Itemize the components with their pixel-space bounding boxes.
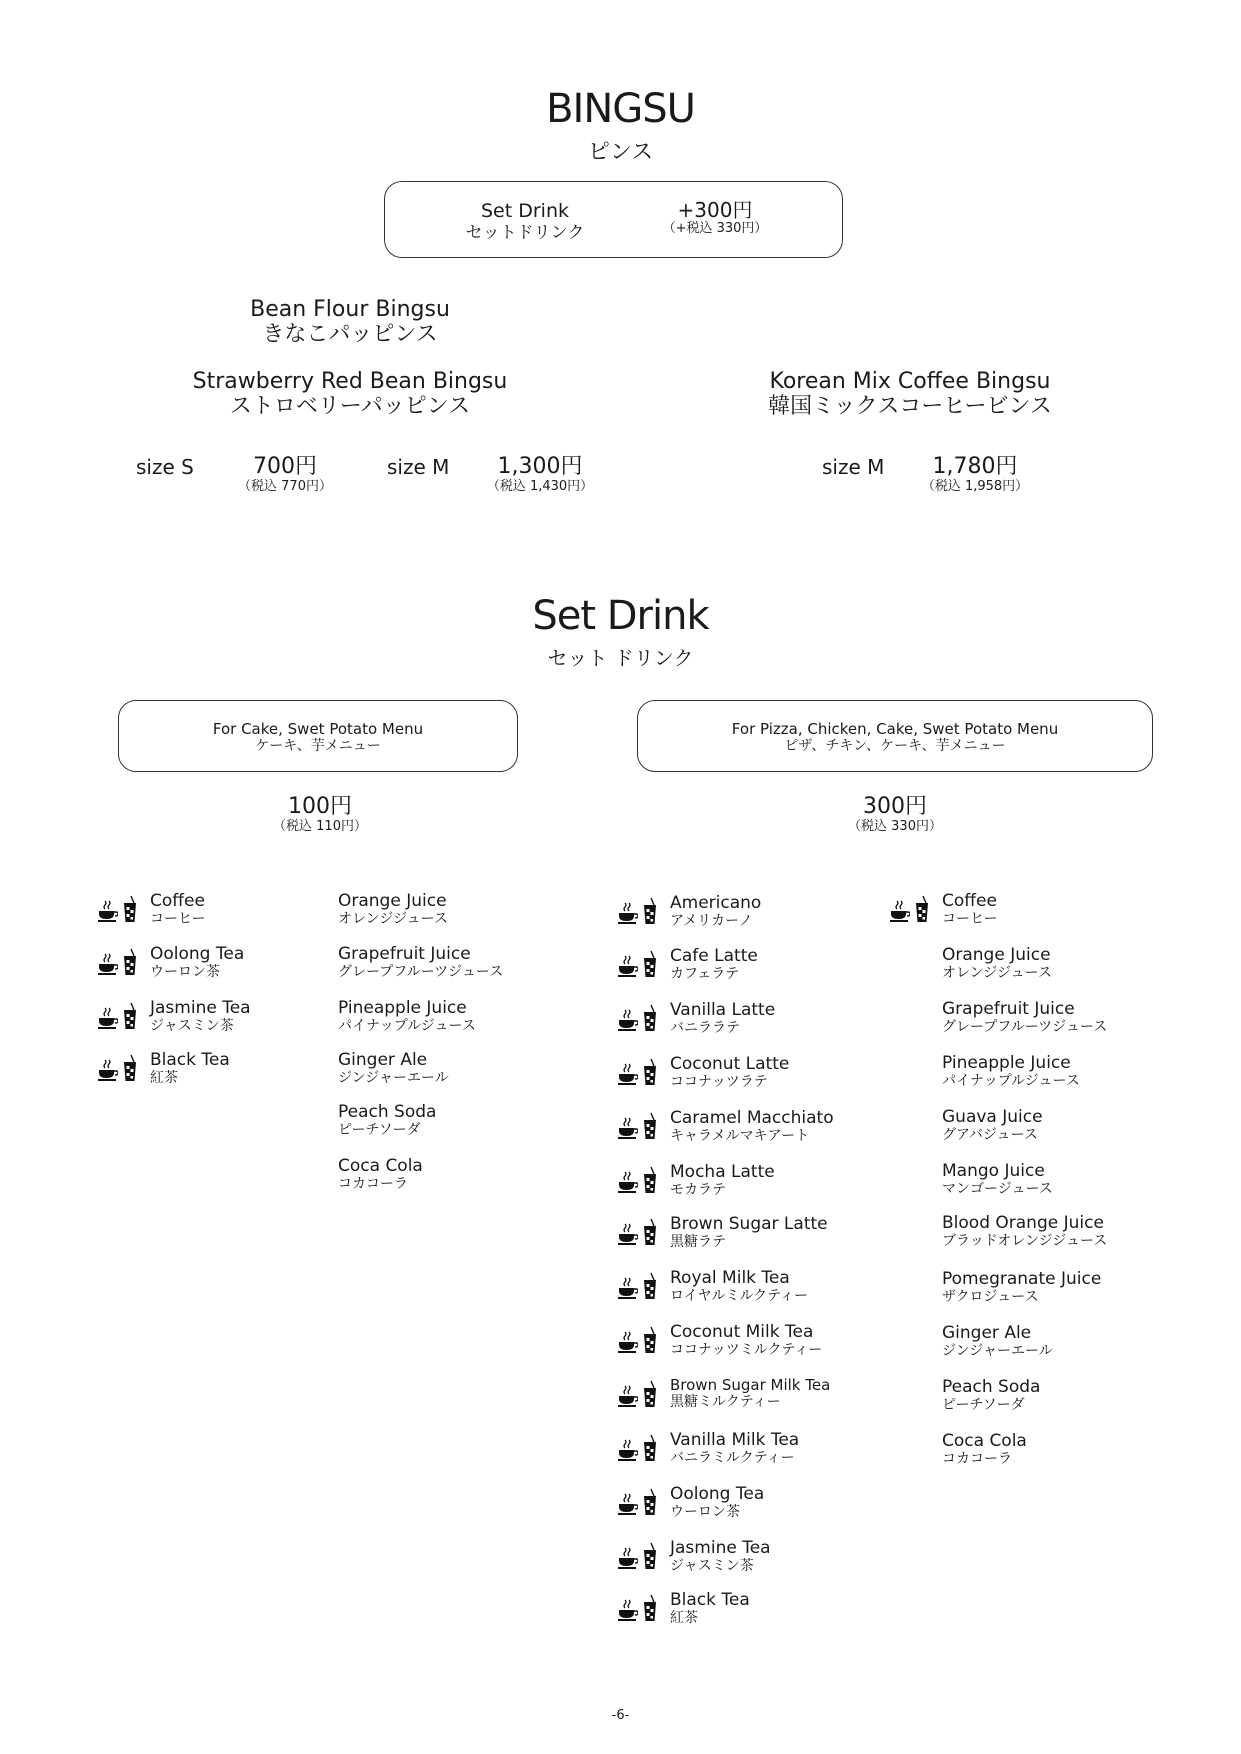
drink-name-jp: グレープフルーツジュース [338,963,504,980]
drink-item [942,1433,1027,1468]
hot-iced-icons [890,895,930,923]
group-price-pizza: 300円 （税込 330円） [848,794,942,835]
hot-cup-icon [618,1598,638,1622]
drink-name-jp: コーヒー [942,910,998,927]
drink-item [150,1052,230,1087]
drink-name-jp: パイナップルジュース [338,1017,476,1034]
drink-name: Brown Sugar Milk Tea [670,1376,831,1394]
drink-item [670,1110,834,1145]
iced-cup-icon [642,1542,658,1570]
hot-iced-icons [618,1004,658,1032]
drink-name: Brown Sugar Latte [670,1214,828,1234]
hot-iced-icons [618,897,658,925]
drink-name: Vanilla Milk Tea [670,1430,800,1450]
iced-cup-icon [642,1380,658,1408]
drink-item [942,1379,1040,1414]
bingsu-title: BINGSU [546,86,695,132]
hot-cup-icon [618,1492,638,1516]
drink-name-jp: コカコーラ [942,1450,1012,1467]
drink-name-jp: カフェラテ [670,965,740,982]
drink-item [670,1270,808,1305]
iced-cup-icon [642,1434,658,1462]
iced-cup-icon [642,1326,658,1354]
hot-iced-icons [618,1542,658,1570]
drink-name-jp: ピーチソーダ [942,1396,1025,1413]
hot-cup-icon [618,901,638,925]
iced-cup-icon [642,1004,658,1032]
hot-iced-icons [98,895,138,923]
drink-name-jp: コーヒー [150,910,206,927]
drink-name-jp: ココナッツミルクティー [670,1341,823,1358]
hot-cup-icon [98,899,118,923]
iced-cup-icon [642,1112,658,1140]
drink-item [670,1002,775,1037]
iced-cup-icon [642,897,658,925]
drink-name-jp: ウーロン茶 [670,1503,740,1520]
bingsu-item-strawberry: Strawberry Red Bean Bingsu ストロベリーパッピンス [192,369,508,420]
drink-item [150,946,244,981]
group-box-pizza: For Pizza, Chicken, Cake, Swet Potato Menu ピザ、チキン、ケーキ、芋メニュー [637,700,1153,772]
drink-item [338,946,503,981]
drink-name: Blood Orange Juice [942,1213,1104,1233]
hot-iced-icons [618,1272,658,1300]
set-drink-subtitle: セット ドリンク [547,646,694,670]
size-label-s: size S [136,455,194,479]
set-drink-name-jp: セットドリンク [465,222,585,243]
drink-item [670,1540,771,1575]
iced-cup-icon [642,1058,658,1086]
drink-name-jp: バニラミルクティー [670,1449,795,1466]
drink-name-jp: ジャスミン茶 [670,1557,754,1574]
drink-name-jp: ジンジャーエール [942,1342,1053,1359]
drink-name: Peach Soda [942,1377,1041,1397]
drink-name: Pineapple Juice [942,1053,1071,1073]
drink-name-jp: ウーロン茶 [150,963,220,980]
hot-iced-icons [98,1054,138,1082]
hot-iced-icons [618,1112,658,1140]
drink-name-jp: ジンジャーエール [338,1069,449,1086]
page-number: -6- [611,1708,630,1723]
drink-name: Coffee [942,891,997,911]
drink-name-jp: バニララテ [670,1019,740,1036]
drink-name: Coconut Milk Tea [670,1322,814,1342]
drink-name: Coca Cola [338,1156,423,1176]
set-drink-name: Set Drink [480,200,569,222]
drink-item [338,1052,449,1087]
drink-name-jp: マンゴージュース [942,1180,1053,1197]
hot-cup-icon [618,1222,638,1246]
size-label-m: size M [387,455,450,479]
drink-item [670,948,758,983]
price-size-s: 700円 （税込 770円） [238,454,332,495]
drink-name-jp: 紅茶 [150,1069,178,1086]
drink-name: Coconut Latte [670,1054,790,1074]
drink-name: Americano [670,893,762,913]
hot-iced-icons [618,1594,658,1622]
iced-cup-icon [122,1002,138,1030]
drink-item [670,1216,828,1251]
drink-name: Guava Juice [942,1107,1043,1127]
drink-item [338,893,448,928]
drink-name: Peach Soda [338,1102,437,1122]
drink-name-jp: コカコーラ [338,1175,408,1192]
drink-item [942,1109,1043,1144]
hot-cup-icon [98,952,118,976]
drink-item [670,1324,822,1359]
drink-name: Oolong Tea [150,944,245,964]
drink-name-jp: グレープフルーツジュース [942,1018,1108,1035]
drink-item [670,1592,750,1627]
drink-name: Grapefruit Juice [338,944,471,964]
drink-name: Ginger Ale [942,1323,1032,1343]
drink-item [942,947,1052,982]
hot-iced-icons [618,950,658,978]
price-size-m-korean: 1,780円 （税込 1,958円） [921,454,1029,495]
drink-name-jp: グアバジュース [942,1126,1038,1143]
drink-name-jp: オレンジジュース [338,910,448,927]
hot-cup-icon [618,1438,638,1462]
drink-name: Caramel Macchiato [670,1108,834,1128]
size-label-m-korean: size M [822,455,885,479]
drink-name: Royal Milk Tea [670,1268,790,1288]
drink-item [942,1163,1053,1198]
drink-name: Pineapple Juice [338,998,467,1018]
drink-name: Ginger Ale [338,1050,428,1070]
drink-name: Coca Cola [942,1431,1027,1451]
drink-name-jp: 黒糖ラテ [670,1233,726,1250]
drink-name-jp: キャラメルマキアート [670,1127,810,1144]
drink-item [942,1055,1080,1090]
hot-iced-icons [618,1488,658,1516]
hot-cup-icon [618,1170,638,1194]
drink-item [670,1056,789,1091]
hot-cup-icon [618,1276,638,1300]
iced-cup-icon [642,1488,658,1516]
hot-iced-icons [618,1166,658,1194]
hot-cup-icon [618,1116,638,1140]
group-price-cake: 100円 （税込 110円） [273,794,367,835]
drink-item [670,1378,830,1411]
price-size-m: 1,300円 （税込 1,430円） [486,454,594,495]
iced-cup-icon [642,1594,658,1622]
drink-name: Grapefruit Juice [942,999,1075,1019]
hot-cup-icon [618,1062,638,1086]
drink-name-jp: ザクロジュース [942,1288,1039,1305]
drink-item [942,1325,1053,1360]
drink-name: Orange Juice [338,891,447,911]
iced-cup-icon [122,1054,138,1082]
drink-item [338,1158,423,1193]
drink-item [670,1164,775,1199]
drink-name: Vanilla Latte [670,1000,776,1020]
drink-name-jp: ロイヤルミルクティー [670,1287,809,1304]
iced-cup-icon [122,948,138,976]
hot-cup-icon [618,1008,638,1032]
drink-name: Pomegranate Juice [942,1269,1102,1289]
drink-name-jp: モカラテ [670,1181,726,1198]
set-drink-price: +300円 [677,198,753,222]
drink-item [942,1271,1101,1306]
drink-name: Coffee [150,891,205,911]
drink-item [150,1000,251,1035]
hot-cup-icon [618,1546,638,1570]
hot-cup-icon [618,954,638,978]
bingsu-subtitle: ピンス [587,140,654,165]
hot-iced-icons [618,1058,658,1086]
drink-item [670,1486,764,1521]
drink-name-jp: 黒糖ミルクティー [670,1393,781,1410]
drink-name: Orange Juice [942,945,1051,965]
drink-name: Jasmine Tea [150,998,251,1018]
drink-item [670,895,761,930]
hot-iced-icons [98,1002,138,1030]
drink-name-jp: 紅茶 [670,1609,698,1626]
hot-cup-icon [618,1330,638,1354]
iced-cup-icon [642,1218,658,1246]
drink-item [150,893,205,928]
iced-cup-icon [642,1272,658,1300]
hot-iced-icons [98,948,138,976]
iced-cup-icon [642,950,658,978]
bingsu-item-bean-flour: Bean Flour Bingsu きなこパッピンス [250,297,450,348]
drink-name-jp: オレンジジュース [942,964,1052,981]
iced-cup-icon [642,1166,658,1194]
drink-name-jp: ココナッツラテ [670,1073,768,1090]
bingsu-item-korean-mix: Korean Mix Coffee Bingsu 韓国ミックスコーヒービンス [768,369,1052,420]
hot-cup-icon [890,899,910,923]
bingsu-set-drink-box [384,181,843,258]
drink-item [942,893,997,928]
drink-name: Black Tea [150,1050,230,1070]
drink-item [942,1001,1107,1036]
hot-iced-icons [618,1326,658,1354]
drink-name-jp: パイナップルジュース [942,1072,1080,1089]
drink-name-jp: ジャスミン茶 [150,1017,234,1034]
drink-name: Mocha Latte [670,1162,775,1182]
hot-cup-icon [618,1384,638,1408]
drink-name: Oolong Tea [670,1484,765,1504]
hot-iced-icons [618,1218,658,1246]
hot-iced-icons [618,1434,658,1462]
hot-cup-icon [98,1006,118,1030]
drink-name: Cafe Latte [670,946,758,966]
set-drink-tax: （+税込 330円） [662,221,768,236]
drink-name: Mango Juice [942,1161,1045,1181]
drink-item [942,1215,1107,1250]
hot-cup-icon [98,1058,118,1082]
group-box-cake: For Cake, Swet Potato Menu ケーキ、芋メニュー [118,700,518,772]
iced-cup-icon [122,895,138,923]
drink-name-jp: アメリカーノ [670,912,753,929]
drink-item [670,1432,799,1467]
iced-cup-icon [914,895,930,923]
drink-item [338,1104,436,1139]
hot-iced-icons [618,1380,658,1408]
drink-item [338,1000,476,1035]
set-drink-title: Set Drink [532,593,709,639]
drink-name-jp: ピーチソーダ [338,1121,421,1138]
drink-name: Jasmine Tea [670,1538,771,1558]
drink-name-jp: ブラッドオレンジジュース [942,1232,1108,1249]
drink-name: Black Tea [670,1590,750,1610]
